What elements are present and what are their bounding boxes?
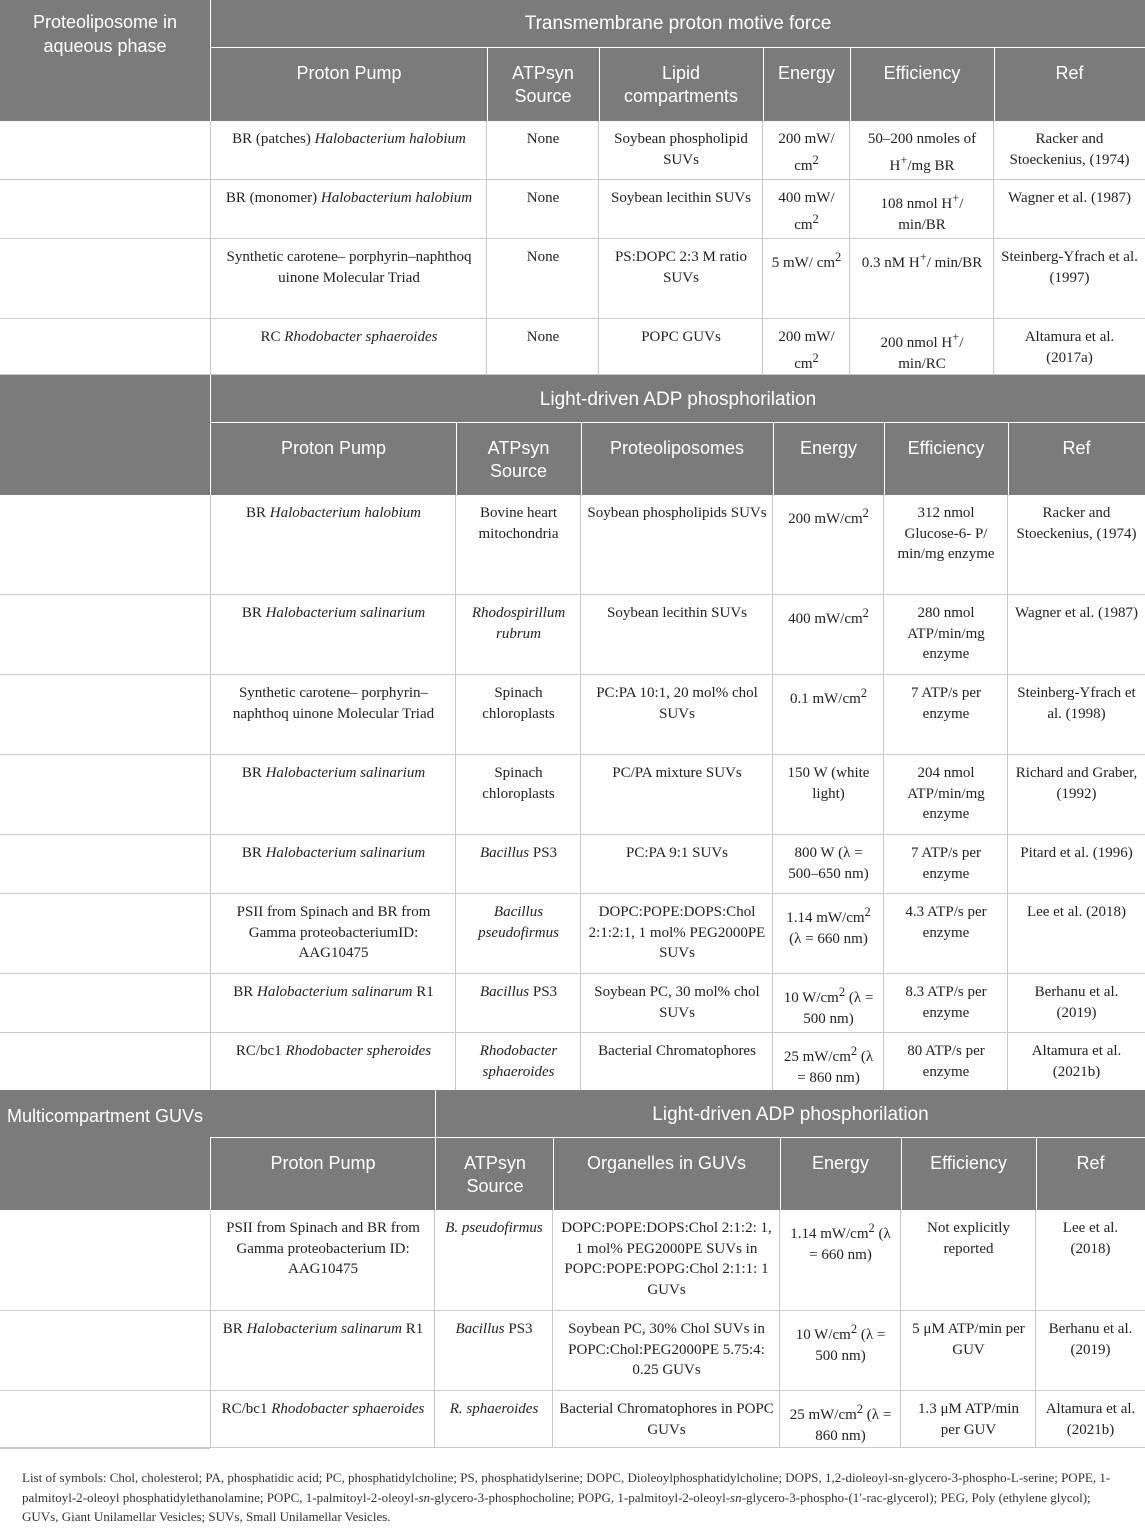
section-3-left-label: Multicompartment GUVs — [6, 1106, 204, 1126]
proton-pump-cell: BR Halobacterium salinarium — [210, 755, 456, 834]
compartment-cell: Soybean lecithin SUVs — [580, 595, 773, 674]
atpsyn-source-cell: Spinach chloroplasts — [455, 675, 581, 754]
col-header-lipid-compartments: Lipid compartments — [623, 63, 739, 106]
table-row — [0, 974, 1145, 1033]
ref-cell: Steinberg-Yfrach et al. (1997) — [993, 239, 1145, 318]
table-row — [0, 121, 1145, 180]
proton-pump-cell: BR Halobacterium salinarium — [210, 835, 456, 893]
table-footnote: List of symbols: Chol, cholesterol; PA, phosphatidic acid; PC, phosphatidylcholine; PS, phosphatidylserine; DOPC, Dioleoylphosphatidylcholine; DOPS, 1,2-dioleoyl-sn-glycero-3-phospho-L-serine; POPE, 1-palmitoyl-2-oleoyl phosphatidylethanolamine; POPC, 1-palmitoyl-2-oleoyl-sn-glycero-3-phosphocholine; POPG, 1-palmitoyl-2-oleoyl-sn-glycero-3-phospho-(1′-rac-glycerol); PEG, Poly (ethylene glycol); GUVs, Giant Unilamellar Vesicles; SUVs, Small Unilamellar Vesicles. — [22, 1470, 1111, 1524]
efficiency-cell: 5 μM ATP/min per GUV — [900, 1311, 1036, 1390]
proton-pump-cell: PSII from Spinach and BR from Gamma proteobacterium ID: AAG10475 — [210, 1210, 435, 1310]
proton-pump-cell: BR (patches) Halobacterium halobium — [210, 121, 487, 179]
efficiency-cell: 8.3 ATP/s per enzyme — [883, 974, 1008, 1032]
compartment-cell: PS:DOPC 2:3 M ratio SUVs — [598, 239, 763, 318]
table-row — [0, 239, 1145, 319]
col-header-efficiency: Efficiency — [907, 438, 985, 458]
section-2-title: Light-driven ADP phosphorilation — [539, 389, 817, 410]
proton-pump-cell: BR Halobacterium salinarium — [210, 595, 456, 674]
section-1-left-label: Proteoliposome in aqueous phase — [32, 12, 178, 56]
atpsyn-source-cell: None — [486, 180, 599, 238]
ref-cell: Pitard et al. (1996) — [1007, 835, 1145, 893]
ref-cell: Racker and Stoeckenius, (1974) — [1007, 495, 1145, 594]
compartment-cell: DOPC:POPE:DOPS:Chol 2:1:2: 1, 1 mol% PEG2000PE SUVs in POPC:POPE:POPG:Chol 2:1:1: 1 GUVs — [552, 1210, 780, 1310]
table-row — [0, 755, 1145, 835]
efficiency-cell: 1.3 μM ATP/min per GUV — [900, 1391, 1036, 1447]
efficiency-cell: 50–200 nmoles of H+/mg BR — [849, 121, 994, 179]
efficiency-cell: Not explicitly reported — [900, 1210, 1036, 1310]
energy-cell: 25 $mW/cm^2$ (λ = 860 nm) — [772, 1033, 884, 1093]
compartment-cell: Soybean PC, 30 mol% chol SUVs — [580, 974, 773, 1032]
proton-pump-cell: BR Halobacterium halobium — [210, 495, 456, 594]
col-header-ref: Ref — [1076, 1153, 1105, 1173]
energy-cell: 150 W (white light) — [772, 755, 884, 834]
ref-cell: Steinberg-Yfrach et al. (1998) — [1007, 675, 1145, 754]
proton-pump-cell: BR Halobacterium salinarum R1 — [210, 974, 456, 1032]
col-header-efficiency: Efficiency — [883, 63, 961, 83]
compartment-cell: Bacterial Chromatophores in POPC GUVs — [552, 1391, 780, 1447]
col-header-proton-pump: Proton Pump — [296, 63, 402, 83]
efficiency-cell: 4.3 ATP/s per enzyme — [883, 894, 1008, 973]
energy-cell: 0.1 $mW/cm^2$ — [772, 675, 884, 754]
col-header-proton-pump: Proton Pump — [280, 438, 387, 458]
proton-pump-cell: BR Halobacterium salinarum R1 — [210, 1311, 435, 1390]
table-row — [0, 894, 1145, 974]
compartment-cell: PC:PA 9:1 SUVs — [580, 835, 773, 893]
ref-cell: Wagner et al. (1987) — [1007, 595, 1145, 674]
proton-pump-cell: RC Rhodobacter sphaeroides — [210, 319, 487, 374]
table-row — [0, 595, 1145, 675]
atpsyn-source-cell: B. pseudofirmus — [434, 1210, 553, 1310]
efficiency-cell: 0.3 nM H+/ min/BR — [849, 239, 994, 318]
compartment-cell: POPC GUVs — [598, 319, 763, 374]
efficiency-cell: 280 nmol ATP/min/mg enzyme — [883, 595, 1008, 674]
proton-pump-cell: Synthetic carotene– porphyrin–naphthoq uinone Molecular Triad — [210, 675, 456, 754]
atpsyn-source-cell: None — [486, 319, 599, 374]
col-header-energy: Energy — [799, 438, 858, 458]
efficiency-cell: 80 ATP/s per enzyme — [883, 1033, 1008, 1093]
compartment-cell: PC:PA 10:1, 20 mol% chol SUVs — [580, 675, 773, 754]
section-3-header — [0, 1090, 1145, 1210]
table-row — [0, 1311, 1145, 1391]
ref-cell: Wagner et al. (1987) — [993, 180, 1145, 238]
energy-cell: 400 mW/ $cm^2$ — [762, 180, 850, 238]
col-header-energy: Energy — [811, 1153, 870, 1173]
col-header-atpsyn-source: ATPsyn Source — [487, 438, 550, 481]
section-2-left-label — [0, 375, 210, 385]
section-3-title: Light-driven ADP phosphorilation — [652, 1104, 929, 1125]
col-header-atpsyn-source: ATPsyn Source — [512, 63, 574, 106]
energy-cell: 200 mW/ $cm^2$ — [762, 121, 850, 179]
atpsyn-source-cell: Rhodobacter sphaeroides — [455, 1033, 581, 1093]
atpsyn-source-cell: Bacillus PS3 — [434, 1311, 553, 1390]
table-row — [0, 495, 1145, 595]
atpsyn-source-cell: Bovine heart mitochondria — [455, 495, 581, 594]
energy-cell: 10 $W/cm^2$ (λ = 500 nm) — [772, 974, 884, 1032]
table-row — [0, 835, 1145, 894]
col-header-proton-pump: Proton Pump — [270, 1153, 376, 1173]
table-row — [0, 180, 1145, 239]
proton-pump-cell: Synthetic carotene– porphyrin–naphthoq uinone Molecular Triad — [210, 239, 487, 318]
energy-cell: 5 mW/ $cm^2$ — [762, 239, 850, 318]
compartment-cell: Soybean phospholipid SUVs — [598, 121, 763, 179]
ref-cell: Berhanu et al. (2019) — [1035, 1311, 1145, 1390]
ref-cell: Lee et al. (2018) — [1035, 1210, 1145, 1310]
energy-cell: 1.14 $mW/cm^2$ (λ = 660 nm) — [772, 894, 884, 973]
atpsyn-source-cell: Bacillus PS3 — [455, 835, 581, 893]
compartment-cell: Soybean PC, 30% Chol SUVs in POPC:Chol:PEG2000PE 5.75:4: 0.25 GUVs — [552, 1311, 780, 1390]
atpsyn-source-cell: R. sphaeroides — [434, 1391, 553, 1447]
col-header-atpsyn-source: ATPsyn Source — [464, 1153, 526, 1196]
col-header-efficiency: Efficiency — [930, 1153, 1007, 1173]
energy-cell: 25 $mW/cm^2$ (λ = 860 nm) — [779, 1391, 901, 1447]
energy-cell: 200 $mW/cm^2$ — [772, 495, 884, 594]
compartment-cell: Soybean lecithin SUVs — [598, 180, 763, 238]
ref-cell: Altamura et al. (2021b) — [1007, 1033, 1145, 1093]
compartment-cell: DOPC:POPE:DOPS:Chol 2:1:2:1, 1 mol% PEG2000PE SUVs — [580, 894, 773, 973]
ref-cell: Altamura et al. (2021b) — [1035, 1391, 1145, 1447]
ref-cell: Altamura et al. (2017a) — [993, 319, 1145, 374]
ref-cell: Lee et al. (2018) — [1007, 894, 1145, 973]
proton-pump-cell: PSII from Spinach and BR from Gamma proteobacteriumID: AAG10475 — [210, 894, 456, 973]
compartment-cell: Bacterial Chromatophores — [580, 1033, 773, 1093]
atpsyn-source-cell: Spinach chloroplasts — [455, 755, 581, 834]
col-header-proteoliposomes: Proteoliposomes — [609, 438, 745, 458]
atpsyn-source-cell: Bacillus pseudofirmus — [455, 894, 581, 973]
efficiency-cell: 7 ATP/s per enzyme — [883, 835, 1008, 893]
table-row — [0, 1210, 1145, 1311]
proton-pump-cell: BR (monomer) Halobacterium halobium — [210, 180, 487, 238]
energy-cell: 10 $W/cm^2$ (λ = 500 nm) — [779, 1311, 901, 1390]
section-1-title: Transmembrane proton motive force — [524, 13, 832, 34]
col-header-ref: Ref — [1055, 63, 1084, 83]
ref-cell: Berhanu et al. (2019) — [1007, 974, 1145, 1032]
energy-cell: 400 $mW/cm^2$ — [772, 595, 884, 674]
atpsyn-source-cell: Bacillus PS3 — [455, 974, 581, 1032]
atpsyn-source-cell: None — [486, 121, 599, 179]
energy-cell: 200 mW/ $cm^2$ — [762, 319, 850, 374]
compartment-cell: PC/PA mixture SUVs — [580, 755, 773, 834]
table-row — [0, 319, 1145, 375]
ref-cell: Richard and Graber, (1992) — [1007, 755, 1145, 834]
proton-pump-cell: RC/bc1 Rhodobacter sphaeroides — [210, 1391, 435, 1447]
efficiency-cell: 204 nmol ATP/min/mg enzyme — [883, 755, 1008, 834]
efficiency-cell: 7 ATP/s per enzyme — [883, 675, 1008, 754]
table-row — [0, 675, 1145, 755]
efficiency-cell: 108 nmol H+/ min/BR — [849, 180, 994, 238]
efficiency-cell: 200 nmol H+/ min/RC — [849, 319, 994, 374]
table-row — [0, 1033, 1145, 1094]
ref-cell: Racker and Stoeckenius, (1974) — [993, 121, 1145, 179]
section-2-header — [0, 375, 1145, 495]
table-row — [0, 1391, 1145, 1448]
col-header-ref: Ref — [1062, 438, 1091, 458]
energy-cell: 1.14 $mW/cm^2$ (λ = 660 nm) — [779, 1210, 901, 1310]
atpsyn-source-cell: Rhodospirillum rubrum — [455, 595, 581, 674]
section-1-header — [0, 0, 1145, 121]
atpsyn-source-cell: None — [486, 239, 599, 318]
efficiency-cell: 312 nmol Glucose-6- P/ min/mg enzyme — [883, 495, 1008, 594]
col-header-energy: Energy — [777, 63, 836, 83]
energy-cell: 800 W (λ = 500–650 nm) — [772, 835, 884, 893]
compartment-cell: Soybean phospholipids SUVs — [580, 495, 773, 594]
proton-pump-cell: RC/bc1 Rhodobacter spheroides — [210, 1033, 456, 1093]
col-header-organelles: Organelles in GUVs — [586, 1153, 747, 1173]
